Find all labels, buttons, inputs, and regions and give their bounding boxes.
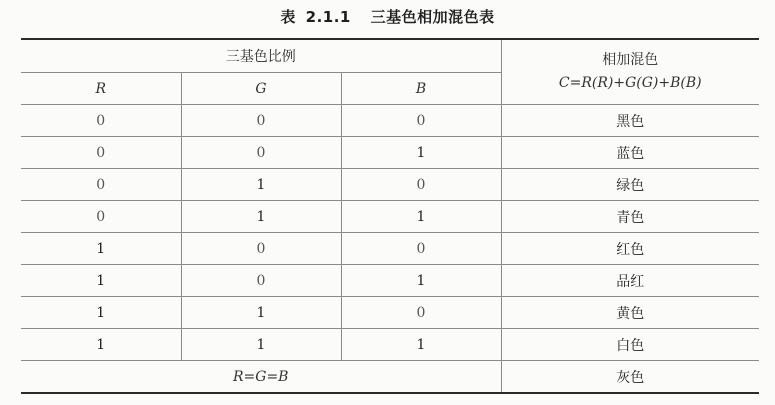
mix-title: 相加混色 xyxy=(602,52,659,68)
table-row xyxy=(21,329,759,361)
cell-color: 黑色 xyxy=(501,105,759,137)
cell-r: 0 xyxy=(21,169,181,201)
caption-title: 三基色相加混色表 xyxy=(370,8,495,26)
cell-g: 1 xyxy=(181,329,341,361)
cell-color: 黄色 xyxy=(501,297,759,329)
ratio-group-header: 三基色比例 xyxy=(21,39,501,73)
table-row xyxy=(21,233,759,265)
table-row xyxy=(21,169,759,201)
table-caption xyxy=(0,6,775,27)
footer-color: 灰色 xyxy=(501,361,759,394)
cell-b: 0 xyxy=(341,297,501,329)
table-row xyxy=(21,137,759,169)
cell-color: 红色 xyxy=(501,233,759,265)
footer-row xyxy=(21,361,759,394)
cell-g: 0 xyxy=(181,105,341,137)
table-row xyxy=(21,201,759,233)
col-header-b: B xyxy=(341,73,501,105)
cell-b: 0 xyxy=(341,105,501,137)
mix-formula: C=R(R)+G(G)+B(B) xyxy=(558,75,702,91)
col-header-g: G xyxy=(181,73,341,105)
cell-r: 1 xyxy=(21,329,181,361)
table-row xyxy=(21,105,759,137)
cell-color: 绿色 xyxy=(501,169,759,201)
cell-r: 0 xyxy=(21,201,181,233)
cell-g: 1 xyxy=(181,201,341,233)
cell-g: 1 xyxy=(181,169,341,201)
cell-g: 0 xyxy=(181,137,341,169)
cell-r: 1 xyxy=(21,297,181,329)
cell-color: 蓝色 xyxy=(501,137,759,169)
cell-r: 1 xyxy=(21,265,181,297)
footer-equal: R=G=B xyxy=(21,361,501,394)
cell-b: 1 xyxy=(341,329,501,361)
mix-header xyxy=(501,39,759,105)
col-header-r: R xyxy=(21,73,181,105)
cell-g: 0 xyxy=(181,265,341,297)
color-mixing-table xyxy=(21,38,759,394)
cell-b: 1 xyxy=(341,265,501,297)
cell-b: 0 xyxy=(341,169,501,201)
cell-g: 0 xyxy=(181,233,341,265)
cell-b: 1 xyxy=(341,201,501,233)
cell-r: 0 xyxy=(21,105,181,137)
cell-color: 青色 xyxy=(501,201,759,233)
cell-g: 1 xyxy=(181,297,341,329)
cell-r: 1 xyxy=(21,233,181,265)
caption-number: 2.1.1 xyxy=(305,8,351,26)
cell-b: 0 xyxy=(341,233,501,265)
cell-r: 0 xyxy=(21,137,181,169)
header-row-top xyxy=(21,39,759,73)
cell-color: 白色 xyxy=(501,329,759,361)
caption-prefix: 表 xyxy=(280,8,296,26)
table-row xyxy=(21,297,759,329)
table-row xyxy=(21,265,759,297)
cell-color: 品红 xyxy=(501,265,759,297)
cell-b: 1 xyxy=(341,137,501,169)
